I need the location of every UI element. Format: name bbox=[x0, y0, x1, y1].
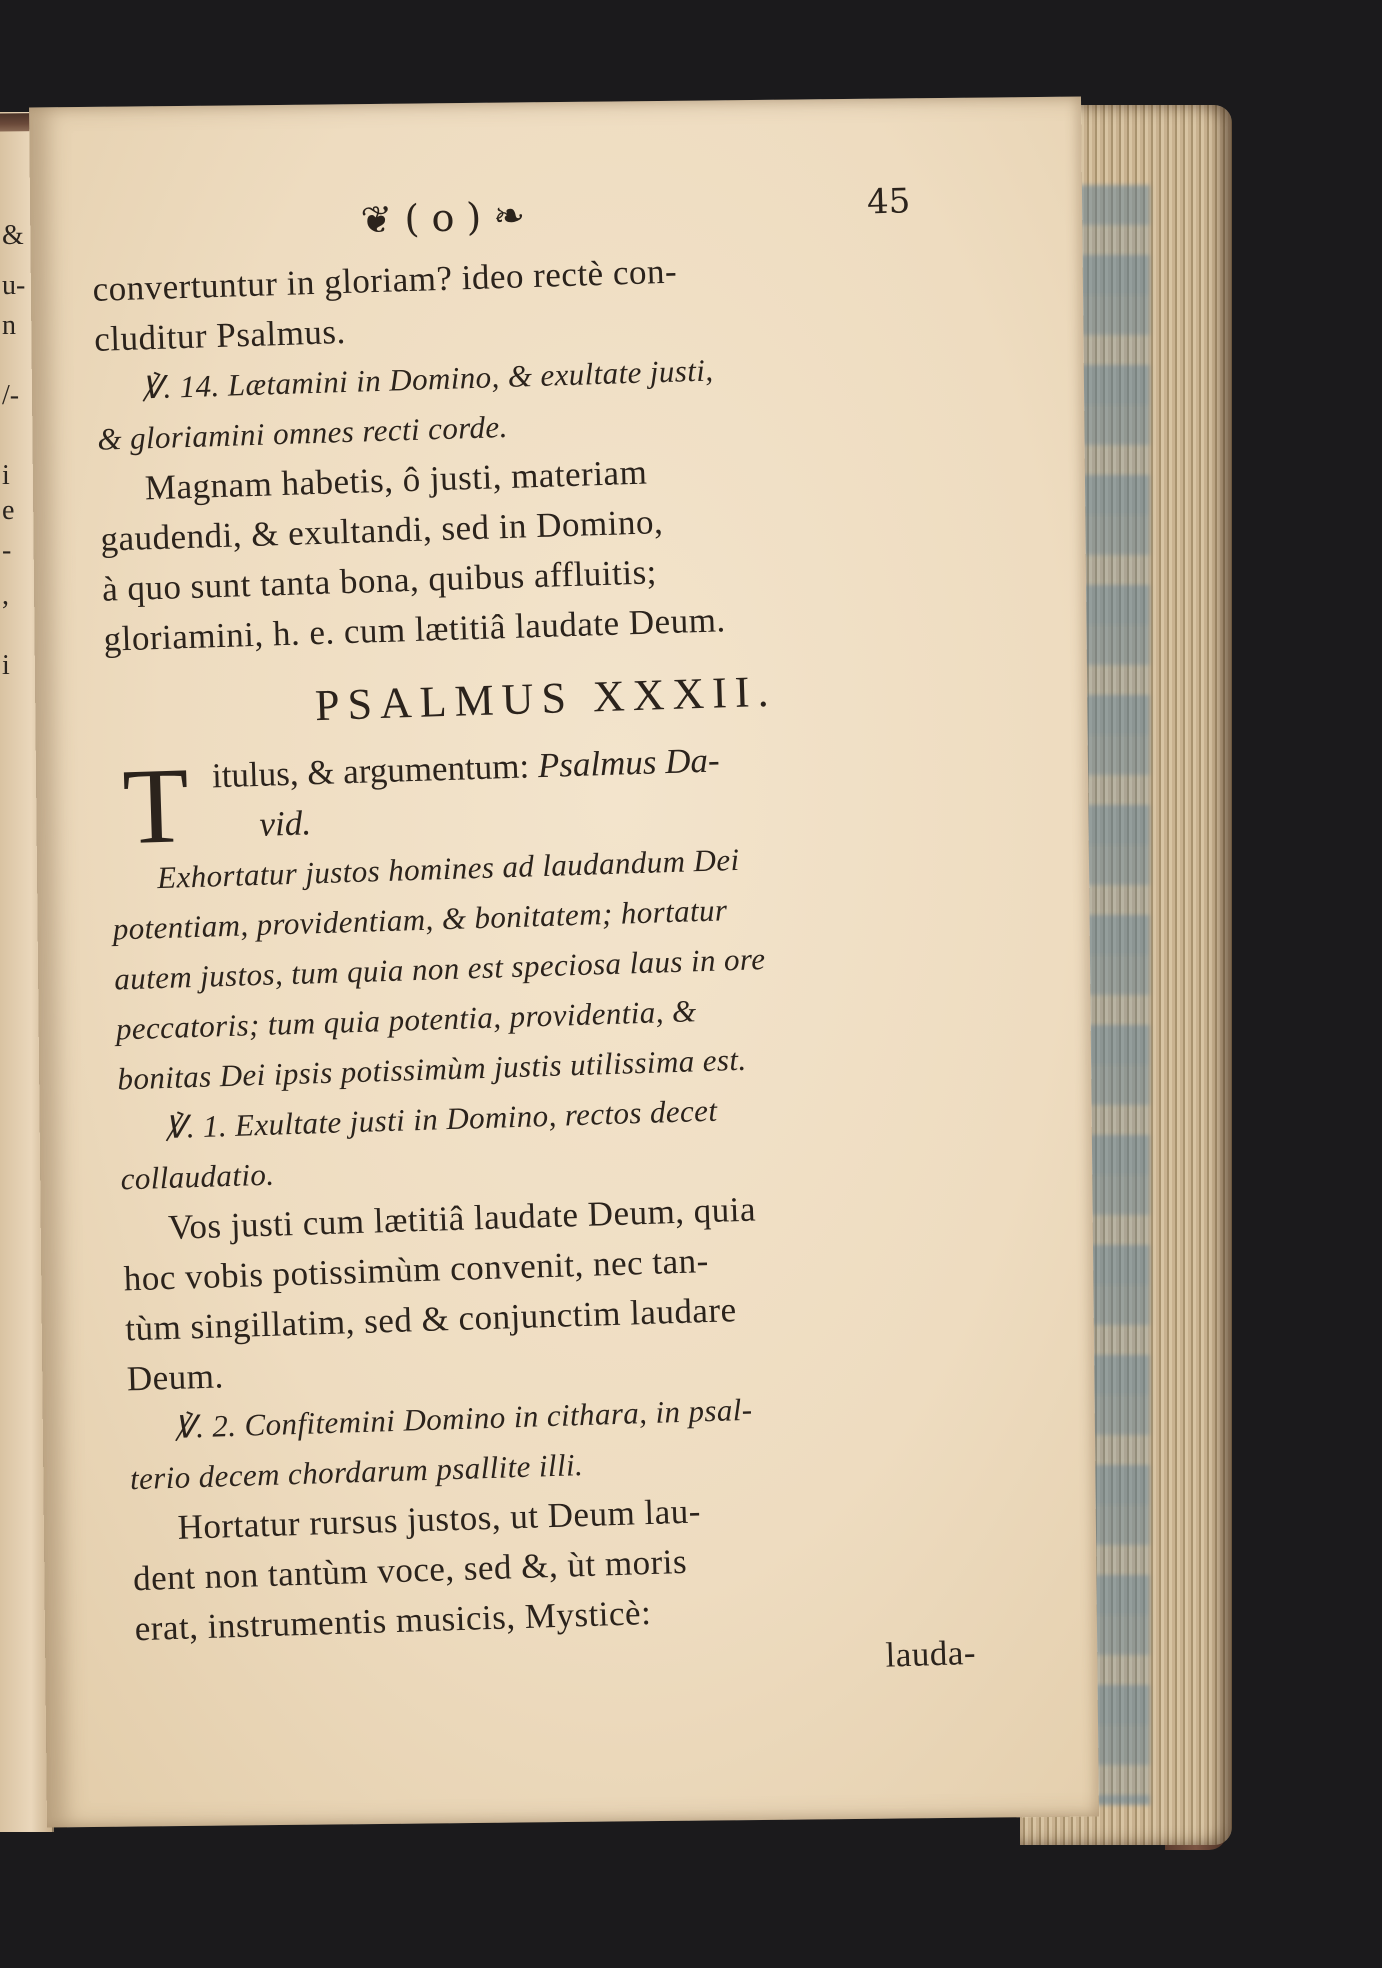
dropcap-line-1-italic: Psalmus Da- bbox=[528, 740, 721, 786]
text-line: dent non tantùm voce, sed &, ùt moris bbox=[132, 1541, 688, 1599]
left-page-fragment: /- bbox=[2, 380, 20, 411]
left-page-fragment: i bbox=[2, 650, 10, 681]
text-line: hoc vobis potissimùm convenit, nec tan- bbox=[123, 1241, 710, 1299]
page-number: 45 bbox=[866, 181, 911, 223]
text-line: Hortatur rursus justos, ut Deum lau- bbox=[176, 1491, 702, 1547]
psalm-heading: PSALMUS XXXII. bbox=[314, 666, 778, 731]
dropcap-line-2: vid. bbox=[258, 803, 312, 844]
left-page-fragment: n bbox=[2, 310, 16, 341]
text-line: gloriamini, h. e. cum lætitiâ laudate Deum. bbox=[103, 600, 727, 659]
left-page-fragment: e bbox=[2, 495, 15, 526]
text-line: collaudatio. bbox=[120, 1156, 275, 1197]
text-line: lauda- bbox=[884, 1632, 977, 1675]
text-line: autem justos, tum quia non est speciosa laus in ore bbox=[113, 941, 766, 997]
text-line: erat, instrumentis musicis, Mysticè: bbox=[134, 1592, 652, 1649]
text-line: à quo sunt tanta bona, quibus affluitis; bbox=[101, 552, 658, 609]
body-text-top bbox=[92, 237, 984, 664]
text-line: bonitas Dei ipsis potissimùm justis utilissima est. bbox=[116, 1041, 747, 1097]
text-line: Magnam habetis, ô justi, materiam bbox=[144, 452, 648, 508]
header-ornament: ❦ ( o ) ❧ bbox=[359, 193, 526, 243]
left-page-fragment: u- bbox=[2, 270, 26, 301]
text-line: peccatoris; tum quia potentia, providentia, & bbox=[115, 993, 697, 1047]
left-page-fragment: i bbox=[2, 460, 10, 491]
left-page-fragment: & bbox=[2, 220, 24, 251]
text-line: cluditur Psalmus. bbox=[93, 311, 347, 359]
body-text-bottom bbox=[110, 827, 1016, 1704]
text-line: terio decem chordarum psallite illi. bbox=[129, 1447, 584, 1497]
text-line: Exhortatur justos homines ad laudandum Dei bbox=[156, 841, 740, 896]
left-page-fragment: , bbox=[2, 580, 9, 611]
text-line: convertuntur in gloriam? ideo rectè con- bbox=[92, 251, 678, 309]
dropcap-line-1-roman: itulus, & argumentum: bbox=[211, 746, 530, 796]
page-text-block bbox=[90, 179, 1017, 1704]
text-line: Vos justi cum lætitiâ laudate Deum, quia bbox=[167, 1189, 757, 1247]
text-line: potentiam, providentiam, & bonitatem; hortatur bbox=[112, 892, 728, 947]
text-line: tùm singillatim, sed & conjunctim laudare bbox=[124, 1290, 738, 1349]
dropcap-line-1 bbox=[211, 735, 720, 801]
left-page-fragment: - bbox=[2, 535, 12, 566]
text-line: ℣. 14. Lætamini in Domino, & exultate justi, bbox=[141, 352, 714, 406]
book-page bbox=[29, 97, 1099, 1828]
drop-cap-letter: T bbox=[121, 746, 191, 868]
text-line: & gloriamini omnes recti corde. bbox=[96, 408, 509, 457]
text-line: ℣. 1. Exultate justi in Domino, rectos decet bbox=[164, 1092, 718, 1146]
text-line: ℣. 2. Confitemini Domino in cithara, in psal- bbox=[173, 1391, 753, 1445]
text-line: gaudendi, & exultandi, sed in Domino, bbox=[99, 502, 664, 559]
text-line: Deum. bbox=[126, 1356, 225, 1399]
